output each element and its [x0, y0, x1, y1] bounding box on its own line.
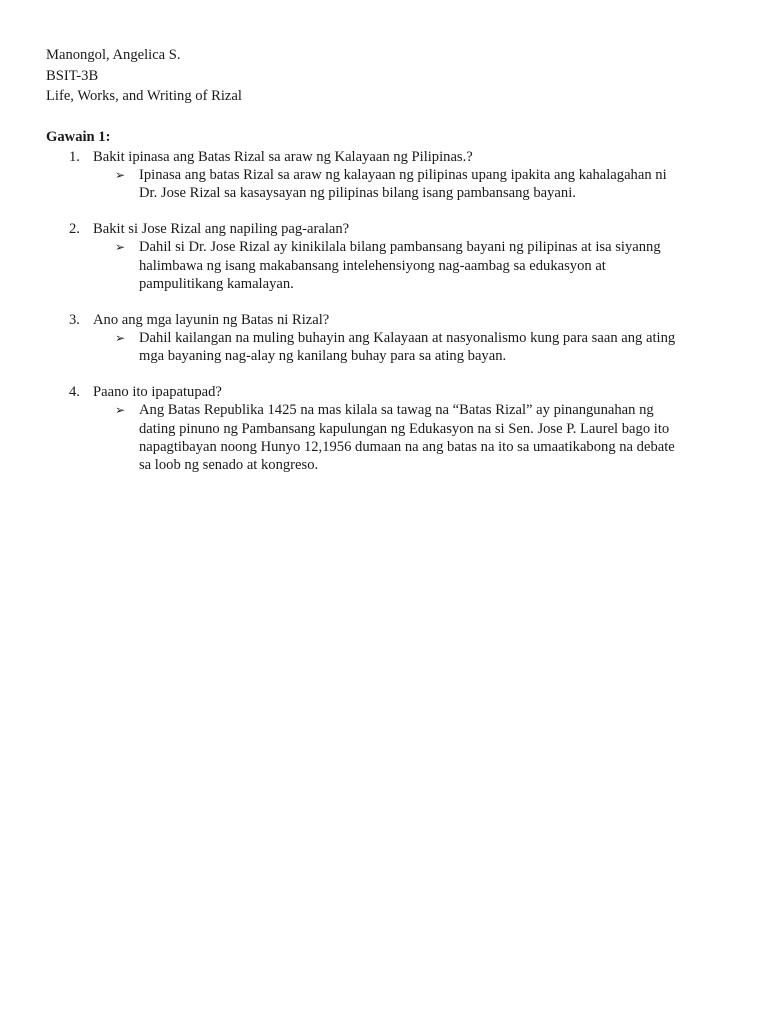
answer-line: mga bayaning nag-alay ng kanilang buhay para sa ating bayan.	[139, 348, 507, 365]
question-number: 1.	[69, 149, 80, 165]
student-name: Manongol, Angelica S.	[46, 47, 181, 63]
answer-line: Dahil kailangan na muling buhayin ang Kalayaan at nasyonalismo kung para saan ang ating	[139, 330, 676, 347]
question-text: Bakit si Jose Rizal ang napiling pag-aralan?	[93, 221, 350, 238]
answer-line: napagtibayan noong Hunyo 12,1956 dumaan na ang batas na ito sa umaatikabong na debate	[139, 438, 675, 455]
answer-line: Dr. Jose Rizal sa kasaysayan ng pilipinas bilang isang pambansang bayani.	[139, 185, 576, 202]
arrow-bullet-icon: ➢	[115, 240, 126, 255]
question-number: 4.	[69, 384, 80, 401]
question-number: 3.	[69, 312, 80, 329]
activity-title: Gawain 1:	[46, 129, 111, 145]
question-text: Paano ito ipapatupad?	[93, 384, 222, 401]
answer-block	[115, 238, 714, 293]
answer-line: sa loob ng senado at kongreso.	[139, 457, 319, 474]
answer-line: Dahil si Dr. Jose Rizal ay kinikilala bilang pambansang bayani ng pilipinas at isa siyanng	[139, 239, 661, 256]
answer-line: pampulitikang kamalayan.	[139, 275, 294, 292]
answer-block	[115, 329, 714, 365]
student-section: BSIT-3B	[46, 67, 99, 84]
answer-block	[115, 401, 714, 474]
answer-line: Ipinasa ang batas Rizal sa araw ng kalayaan ng pilipinas upang ipakita ang kahalagahan ni	[139, 167, 667, 183]
arrow-bullet-icon: ➢	[115, 331, 126, 346]
question-list	[0, 148, 768, 492]
question-item	[0, 383, 768, 474]
course-title: Life, Works, and Writing of Rizal	[46, 88, 242, 104]
arrow-bullet-icon: ➢	[115, 168, 126, 182]
question-item	[0, 148, 768, 202]
answer-line: dating pinuno ng Pambansang kapulungan ng Edukasyon na si Sen. Jose P. Laurel bago ito	[139, 420, 670, 437]
answer-line: halimbawa ng isang makabansang intelehensiyong nag-aambag sa edukasyon at	[139, 257, 606, 274]
document-header	[46, 45, 242, 107]
question-text: Bakit ipinasa ang Batas Rizal sa araw ng Kalayaan ng Pilipinas.?	[93, 149, 473, 165]
question-text: Ano ang mga layunin ng Batas ni Rizal?	[93, 312, 330, 329]
arrow-bullet-icon: ➢	[115, 403, 126, 418]
answer-line: Ang Batas Republika 1425 na mas kilala sa tawag na “Batas Rizal” ay pinangunahan ng	[139, 402, 654, 419]
question-item	[0, 220, 768, 293]
question-number: 2.	[69, 221, 80, 238]
question-item	[0, 311, 768, 365]
answer-block	[115, 166, 714, 202]
